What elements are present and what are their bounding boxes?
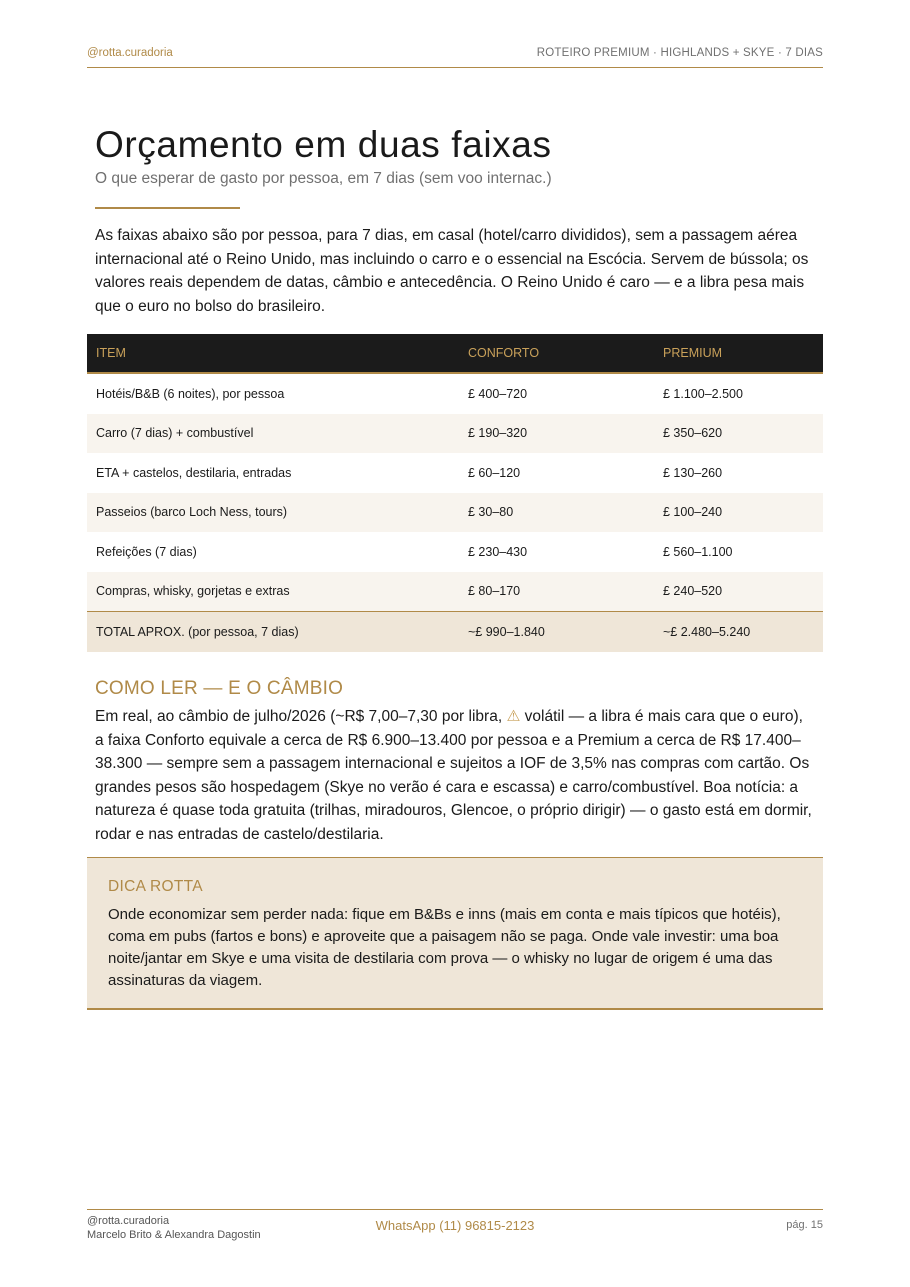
column-header-conforto: CONFORTO <box>459 334 654 373</box>
total-label: TOTAL APROX. (por pessoa, 7 dias) <box>87 612 459 652</box>
cell-conforto: £ 230–430 <box>459 532 654 572</box>
table-row <box>87 414 823 454</box>
tip-title: DICA ROTTA <box>108 878 203 895</box>
intro-paragraph: As faixas abaixo são por pessoa, para 7 dias, em casal (hotel/carro divididos), sem a passagem aérea internacional até o Reino Unido, mas incluindo o carro e o essencial na Escócia. Servem de bússola; os valores reais dependem de datas, câmbio e antecedência. O Reino Unido é caro — e a libra pesa mais que o euro no bolso do brasileiro. <box>95 227 809 315</box>
page-footer <box>87 1209 823 1246</box>
cell-item: Passeios (barco Loch Ness, tours) <box>87 493 459 533</box>
cell-premium: £ 560–1.100 <box>654 532 823 572</box>
column-header-premium: PREMIUM <box>654 334 823 373</box>
cell-item: Refeições (7 dias) <box>87 532 459 572</box>
cell-conforto: £ 400–720 <box>459 373 654 414</box>
title-divider <box>95 207 240 209</box>
table-row <box>87 453 823 493</box>
cell-premium: £ 1.100–2.500 <box>654 373 823 414</box>
section-body-part1: Em real, ao câmbio de julho/2026 (~R$ 7,00–7,30 por libra, <box>95 708 507 725</box>
cell-item: Hotéis/B&B (6 noites), por pessoa <box>87 373 459 414</box>
page-title: Orçamento em duas faixas <box>95 124 552 165</box>
cell-premium: £ 240–520 <box>654 572 823 612</box>
table-row <box>87 532 823 572</box>
cell-conforto: £ 60–120 <box>459 453 654 493</box>
column-header-item: ITEM <box>87 334 459 373</box>
tip-box <box>87 857 823 1010</box>
table-row <box>87 493 823 533</box>
cell-item: Compras, whisky, gorjetas e extras <box>87 572 459 612</box>
cell-item: Carro (7 dias) + combustível <box>87 414 459 454</box>
page-header <box>87 46 823 68</box>
budget-table <box>87 334 823 652</box>
table-header-row <box>87 334 823 373</box>
footer-whatsapp-link[interactable]: WhatsApp (11) 96815-2123 <box>375 1218 535 1233</box>
section-body-part2: volátil — a libra é mais cara que o euro), a faixa Conforto equivale a cerca de R$ 6.900–13.400 por pessoa e a Premium a cerca de R$ 17.400–38.300 — sempre sem a passagem internacional e sujeitos a IOF de 3,5% nas compras com cartão. Os grandes pesos são hospedagem (Skye no verão é cara e escassa) e carro/combustível. Boa notícia: a natureza é quase toda gratuita (trilhas, miradouros, Glencoe, o próprio dirigir) — o gasto está em dormir, rodar e nas entradas de castelo/destilaria. <box>95 708 812 843</box>
table-row <box>87 373 823 414</box>
cell-premium: £ 100–240 <box>654 493 823 533</box>
table-total-row <box>87 612 823 652</box>
header-doc-title: ROTEIRO PREMIUM · HIGHLANDS + SKYE · 7 DIAS <box>536 47 823 59</box>
total-premium: ~£ 2.480–5.240 <box>654 612 823 652</box>
page-subtitle: O que esperar de gasto por pessoa, em 7 dias (sem voo internac.) <box>95 170 552 187</box>
cell-conforto: £ 30–80 <box>459 493 654 533</box>
cell-premium: £ 350–620 <box>654 414 823 454</box>
header-handle: @rotta.curadoria <box>87 47 173 59</box>
cell-item: ETA + castelos, destilaria, entradas <box>87 453 459 493</box>
cell-conforto: £ 190–320 <box>459 414 654 454</box>
page-number: pág. 15 <box>786 1219 823 1231</box>
section-title: COMO LER — E O CÂMBIO <box>95 678 344 699</box>
footer-authors: Marcelo Brito & Alexandra Dagostin <box>87 1229 261 1241</box>
tip-body: Onde economizar sem perder nada: fique em B&Bs e inns (mais em conta e mais típicos que hotéis), coma em pubs (fartos e bons) e aproveite que a paisagem não se paga. Onde vale investir: uma boa noite/jantar em Skye e uma visita de destilaria com prova — o whisky no lugar de origem é uma das assinaturas da viagem. <box>108 906 781 989</box>
table-row <box>87 572 823 612</box>
cell-premium: £ 130–260 <box>654 453 823 493</box>
section-body <box>95 705 815 846</box>
warning-icon: ⚠ <box>506 708 521 725</box>
footer-handle: @rotta.curadoria <box>87 1215 170 1227</box>
total-conforto: ~£ 990–1.840 <box>459 612 654 652</box>
cell-conforto: £ 80–170 <box>459 572 654 612</box>
